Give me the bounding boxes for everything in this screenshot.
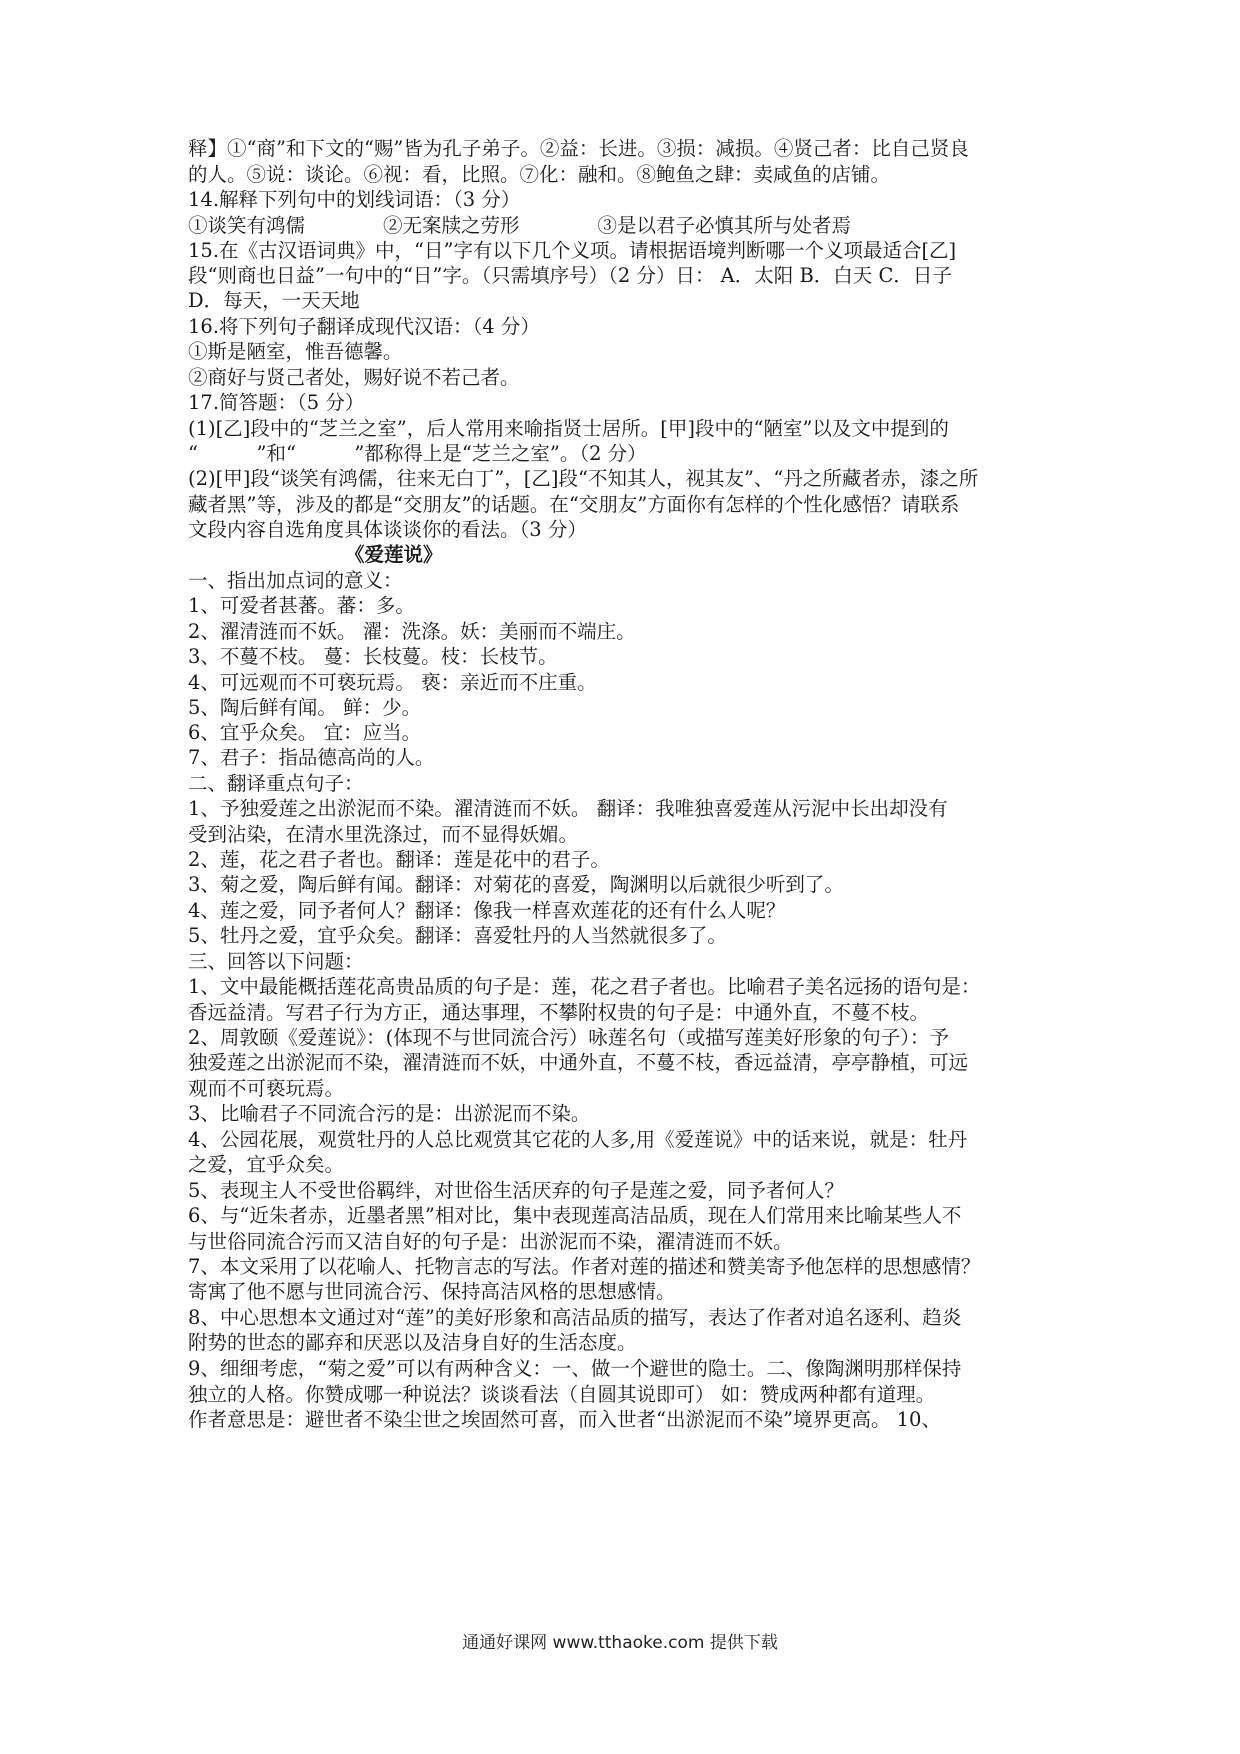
text-line: 6、宜乎众矣。 宜：应当。	[188, 721, 422, 744]
text-line: 一、指出加点词的意义：	[188, 569, 403, 592]
text-line: 14.解释下列句中的划线词语：（3 分）	[188, 188, 521, 211]
text-line: 3、不蔓不枝。 蔓：长枝蔓。枝：长枝节。	[188, 645, 558, 668]
section-title: 《爱莲说》	[345, 543, 443, 566]
text-line: 段“则商也日益”一句中的“日”字。（只需填序号）（2 分）日： A．太阳 B．白天 C．日子	[188, 264, 952, 287]
text-line: “ ”和“ ”都称得上是“芝兰之室”。（2 分）	[188, 442, 647, 465]
text-line: D．每天，一天天地	[188, 289, 360, 312]
text-line: 2、濯清涟而不妖。 濯：洗涤。妖：美丽而不端庄。	[188, 620, 636, 643]
text-line: 4、莲之爱，同予者何人？翻译：像我一样喜欢莲花的还有什么人呢？	[188, 899, 786, 922]
text-line: 5、陶后鲜有闻。 鲜：少。	[188, 696, 422, 719]
text-line: 7、君子：指品德高尚的人。	[188, 746, 435, 769]
page-footer: 通通好课网 www.tthaoke.com 提供下载	[462, 1633, 778, 1653]
text-line: 三、回答以下问题：	[188, 950, 364, 973]
text-line: 6、与“近朱者赤，近墨者黑”相对比，集中表现莲高洁品质，现在人们常用来比喻某些人不	[188, 1204, 962, 1227]
text-line: 文段内容自选角度具体谈谈你的看法。（3 分）	[188, 518, 587, 541]
text-line: 二、翻译重点句子：	[188, 772, 364, 795]
text-line: 的人。⑤说：谈论。⑥视：看，比照。⑦化：融和。⑧鲍鱼之肆：卖咸鱼的店铺。	[188, 163, 891, 186]
text-line: 之爱，宜乎众矣。	[188, 1153, 345, 1176]
text-line: 香远益清。写君子行为方正，通达事理，不攀附权贵的句子是：中通外直，不蔓不枝。	[188, 1001, 930, 1024]
text-line: 5、牡丹之爱，宜乎众矣。翻译：喜爱牡丹的人当然就很多了。	[188, 924, 727, 947]
text-line: 3、比喻君子不同流合污的是：出淤泥而不染。	[188, 1102, 591, 1125]
text-line: 观而不可亵玩焉。	[188, 1077, 345, 1100]
text-line: 寄寓了他不愿与世同流合污、保持高洁风格的思想感情。	[188, 1280, 676, 1303]
text-line: ①斯是陋室，惟吾德馨。	[188, 340, 403, 363]
text-line: 4、可远观而不可亵玩焉。 亵：亲近而不庄重。	[188, 671, 597, 694]
text-line: 1、可爱者甚蕃。蕃：多。	[188, 594, 415, 617]
text-line: 1、文中最能概括莲花高贵品质的句子是：莲，花之君子者也。比喻君子美名远扬的语句是：	[188, 975, 981, 998]
text-line: 5、表现主人不受世俗羁绊，对世俗生活厌弃的句子是莲之爱，同予者何人？	[188, 1179, 844, 1202]
text-line: 16.将下列句子翻译成现代汉语：（4 分）	[188, 315, 540, 338]
text-line: (2)[甲]段“谈笑有鸿儒，往来无白丁”，[乙]段“不知其人，视其友”、“丹之所藏者赤，漆之所	[188, 467, 979, 490]
text-line: ②商好与贤己者处，赐好说不若己者。	[188, 366, 520, 389]
text-line: 17.简答题：（5 分）	[188, 391, 365, 414]
text-line: 15.在《古汉语词典》中，“日”字有以下几个义项。请根据语境判断哪一个义项最适合[乙]	[188, 239, 957, 262]
text-line: 附势的世态的鄙弃和厌恶以及洁身自好的生活态度。	[188, 1331, 637, 1354]
text-line: 独爱莲之出淤泥而不染，濯清涟而不妖，中通外直，不蔓不枝，香远益清，亭亭静植，可远	[188, 1051, 969, 1074]
text-line: 9、细细考虑，“菊之爱”可以有两种含义：一、做一个避世的隐士。二、像陶渊明那样保持	[188, 1357, 962, 1380]
text-line: 与世俗同流合污而又洁自好的句子是：出淤泥而不染，濯清涟而不妖。	[188, 1230, 793, 1253]
text-line: 受到沾染，在清水里洗涤过，而不显得妖媚。	[188, 823, 579, 846]
text-line: 释】①“商”和下文的“赐”皆为孔子弟子。②益：长进。③损：减损。④贤己者：比自己贤良	[188, 137, 969, 160]
text-line: 7、本文采用了以花喻人、托物言志的写法。作者对莲的描述和赞美寄予他怎样的思想感情？	[188, 1255, 981, 1278]
text-line: 3、菊之爱，陶后鲜有闻。翻译：对菊花的喜爱，陶渊明以后就很少听到了。	[188, 873, 844, 896]
text-line: 1、予独爱莲之出淤泥而不染。濯清涟而不妖。 翻译：我唯独喜爱莲从污泥中长出却没有	[188, 797, 948, 820]
text-line: (1)[乙]段中的“芝兰之室”，后人常用来喻指贤士居所。[甲]段中的“陋室”以及文中提到的	[188, 417, 949, 440]
text-line: 8、中心思想本文通过对“莲”的美好形象和高洁品质的描写，表达了作者对追名逐利、趋炎	[188, 1306, 962, 1329]
text-line: 藏者黑”等，涉及的都是“交朋友”的话题。在“交朋友”方面你有怎样的个性化感悟？请联系	[188, 493, 960, 516]
text-line: 独立的人格。你赞成哪一种说法？谈谈看法（自圆其说即可） 如：赞成两种都有道理。	[188, 1383, 936, 1406]
text-line: 4、公园花展，观赏牡丹的人总比观赏其它花的人多,用《爱莲说》中的话来说，就是：牡丹	[188, 1128, 968, 1151]
text-line: 2、莲，花之君子者也。翻译：莲是花中的君子。	[188, 848, 610, 871]
text-line: 2、周敦颐《爱莲说》：(体现不与世同流合污）咏莲名句（或描写莲美好形象的句子）：予	[188, 1026, 950, 1049]
text-line: 作者意思是：避世者不染尘世之埃固然可喜，而入世者“出淤泥而不染”境界更高。 10、	[188, 1408, 941, 1431]
text-line: ①谈笑有鸿儒 ②无案牍之劳形 ③是以君子必慎其所与处者焉	[188, 214, 852, 237]
